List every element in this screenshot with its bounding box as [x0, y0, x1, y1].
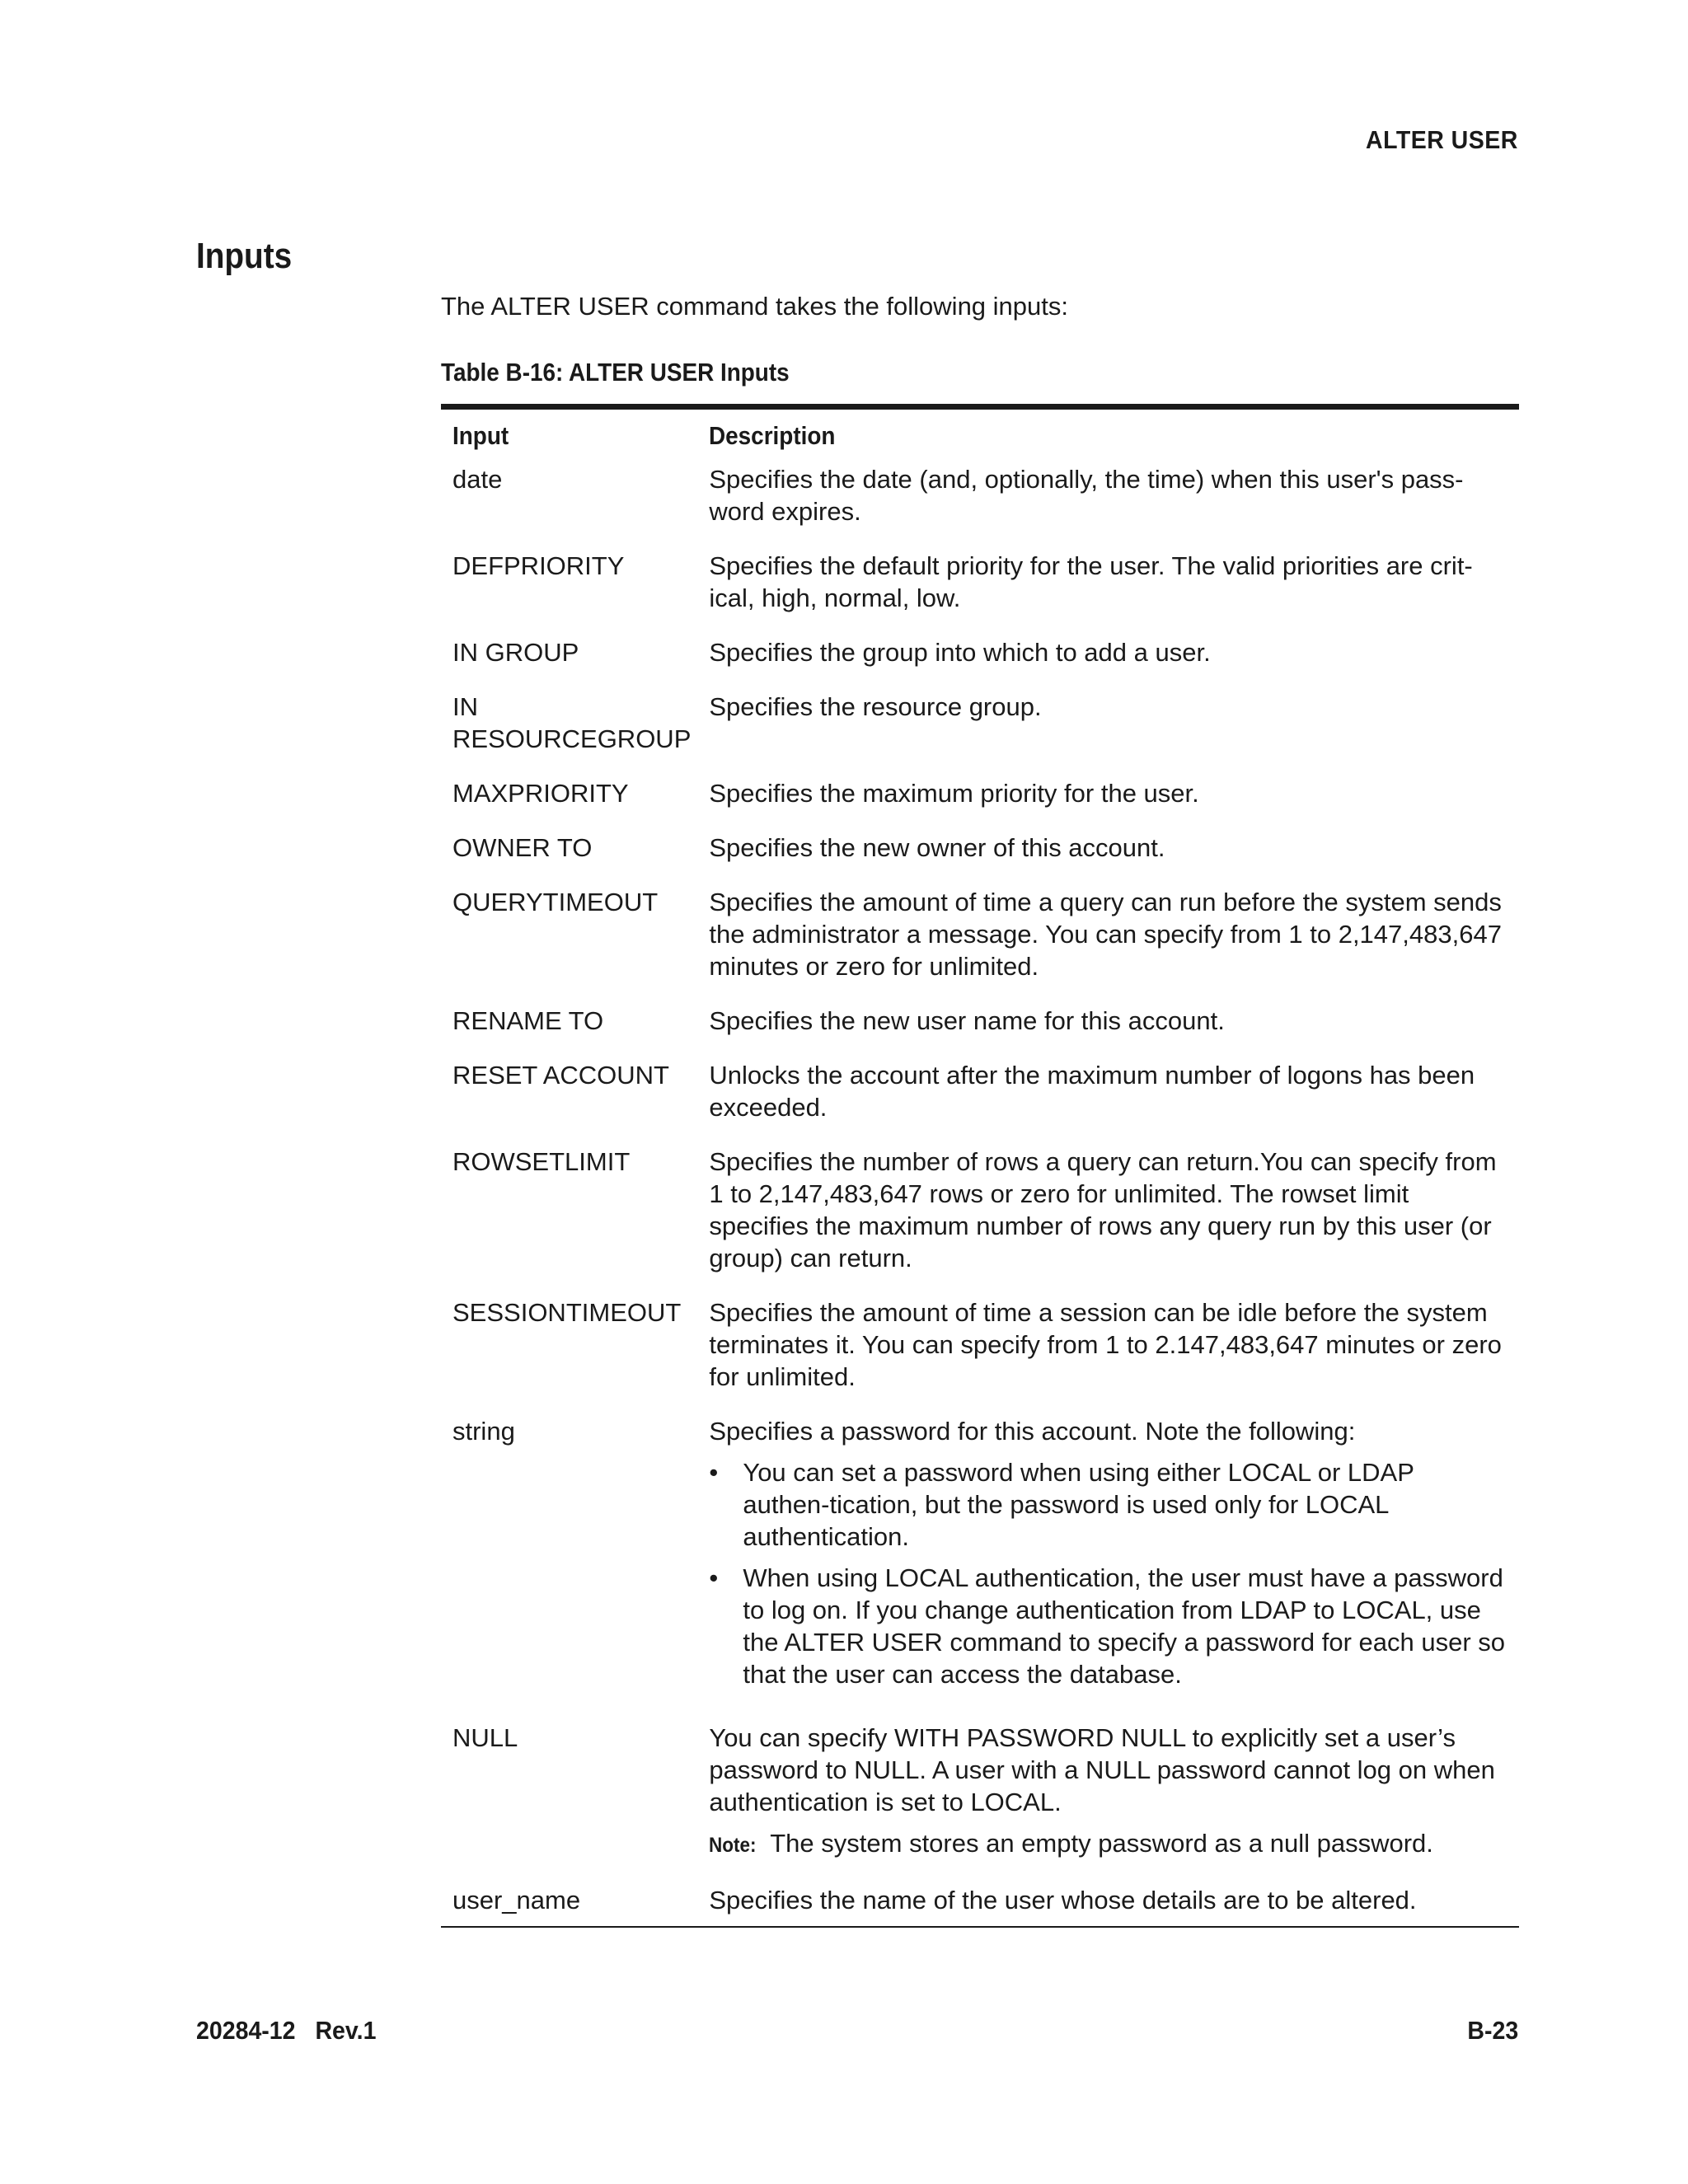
table-row — [441, 550, 1519, 636]
inputs-table — [441, 404, 1519, 1928]
table-row — [441, 1146, 1519, 1296]
description-cell: Specifies the resource group. — [709, 692, 1042, 721]
table-row — [441, 1059, 1519, 1146]
footer-revision: Rev.1 — [315, 2016, 377, 2045]
note — [709, 1827, 1507, 1862]
table-row — [441, 1296, 1519, 1415]
description-cell: Specifies the new owner of this account. — [709, 833, 1165, 862]
table-row — [441, 636, 1519, 691]
table-row — [441, 1884, 1519, 1926]
running-header-title: ALTER USER — [1366, 125, 1518, 154]
input-cell: date — [452, 465, 503, 494]
description-text: Specifies a password for this account. Note the following: — [709, 1417, 1356, 1446]
description-cell — [697, 1722, 1519, 1884]
column-header-description — [697, 410, 1519, 463]
input-cell: DEFPRIORITY — [452, 551, 625, 580]
table-row — [441, 832, 1519, 886]
input-cell: ROWSETLIMIT — [452, 1147, 631, 1176]
description-cell: Specifies the name of the user whose details are to be altered. — [709, 1886, 1417, 1915]
input-cell: NULL — [452, 1723, 518, 1752]
table-row — [441, 777, 1519, 832]
bullet-item — [709, 1562, 1507, 1690]
table-row — [441, 691, 1519, 777]
bullet-text: You can set a password when using either LOCAL or LDAP authen-tication, but the password is used only for LOCAL authentication. — [743, 1458, 1414, 1551]
bullet-text: When using LOCAL authentication, the user must have a password to log on. If you change authentication from LDAP to LOCAL, use the ALTER USER command to specify a password for each user so that the user can access the database. — [743, 1563, 1506, 1689]
input-cell: IN GROUP — [452, 638, 579, 667]
description-cell: Unlocks the account after the maximum number of logons has been exceeded. — [709, 1061, 1475, 1122]
input-cell: RENAME TO — [452, 1006, 604, 1035]
footer-page-number: B-23 — [1467, 2016, 1518, 2045]
description-cell: Specifies the default priority for the user. The valid priorities are crit-ical, high, normal, low. — [709, 551, 1473, 612]
column-header-input-label: Input — [452, 421, 509, 450]
table-caption: Table B-16: ALTER USER Inputs — [441, 358, 790, 387]
table-row — [441, 1722, 1519, 1884]
input-cell: RESET ACCOUNT — [452, 1061, 669, 1090]
table-row — [441, 1415, 1519, 1722]
note-label: Note: — [709, 1834, 757, 1857]
bullet-list — [709, 1456, 1507, 1690]
column-header-input — [441, 410, 697, 463]
bullet-item — [709, 1456, 1507, 1553]
table-header-row — [441, 410, 1519, 463]
input-cell: OWNER TO — [452, 833, 593, 862]
description-cell: Specifies the new user name for this account. — [709, 1006, 1225, 1035]
description-cell: Specifies the amount of time a query can run before the system sends the administrator a message. You can specify from 1 to 2,147,483,647 minutes or zero for unlimited. — [709, 888, 1502, 981]
input-cell: IN RESOURCEGROUP — [452, 692, 692, 753]
description-text: You can specify WITH PASSWORD NULL to explicitly set a user’s password to NULL. A user with a NULL password cannot log on when authentication is set to LOCAL. — [709, 1723, 1495, 1816]
bullet-icon: • — [709, 1458, 719, 1487]
input-cell: MAXPRIORITY — [452, 779, 629, 808]
description-cell: Specifies the date (and, optionally, the time) when this user's pass-word expires. — [709, 465, 1464, 526]
description-cell: Specifies the maximum priority for the user. — [709, 779, 1199, 808]
input-cell: string — [452, 1417, 515, 1446]
input-cell: QUERYTIMEOUT — [452, 888, 659, 916]
description-cell: Specifies the number of rows a query can return.You can specify from 1 to 2,147,483,647 rows or zero for unlimited. The rowset limit specifies the maximum number of rows any query run by this user (or group) can return. — [709, 1147, 1497, 1272]
description-cell: Specifies the group into which to add a user. — [709, 638, 1211, 667]
input-cell: SESSIONTIMEOUT — [452, 1298, 682, 1327]
section-heading: Inputs — [196, 236, 293, 276]
table-row — [441, 1005, 1519, 1059]
input-cell: user_name — [452, 1886, 581, 1915]
table-row — [441, 886, 1519, 1005]
footer-doc-id — [196, 2016, 376, 2046]
intro-paragraph: The ALTER USER command takes the following inputs: — [441, 292, 1068, 321]
description-cell — [697, 1415, 1519, 1722]
table-row — [441, 463, 1519, 550]
note-text: The system stores an empty password as a null password. — [770, 1829, 1433, 1858]
footer-doc-number: 20284-12 — [196, 2016, 296, 2045]
bullet-icon: • — [709, 1563, 719, 1592]
description-cell: Specifies the amount of time a session can be idle before the system terminates it. You can specify from 1 to 2.147,483,647 minutes or zero for unlimited. — [709, 1298, 1502, 1391]
column-header-description-label: Description — [709, 421, 836, 450]
